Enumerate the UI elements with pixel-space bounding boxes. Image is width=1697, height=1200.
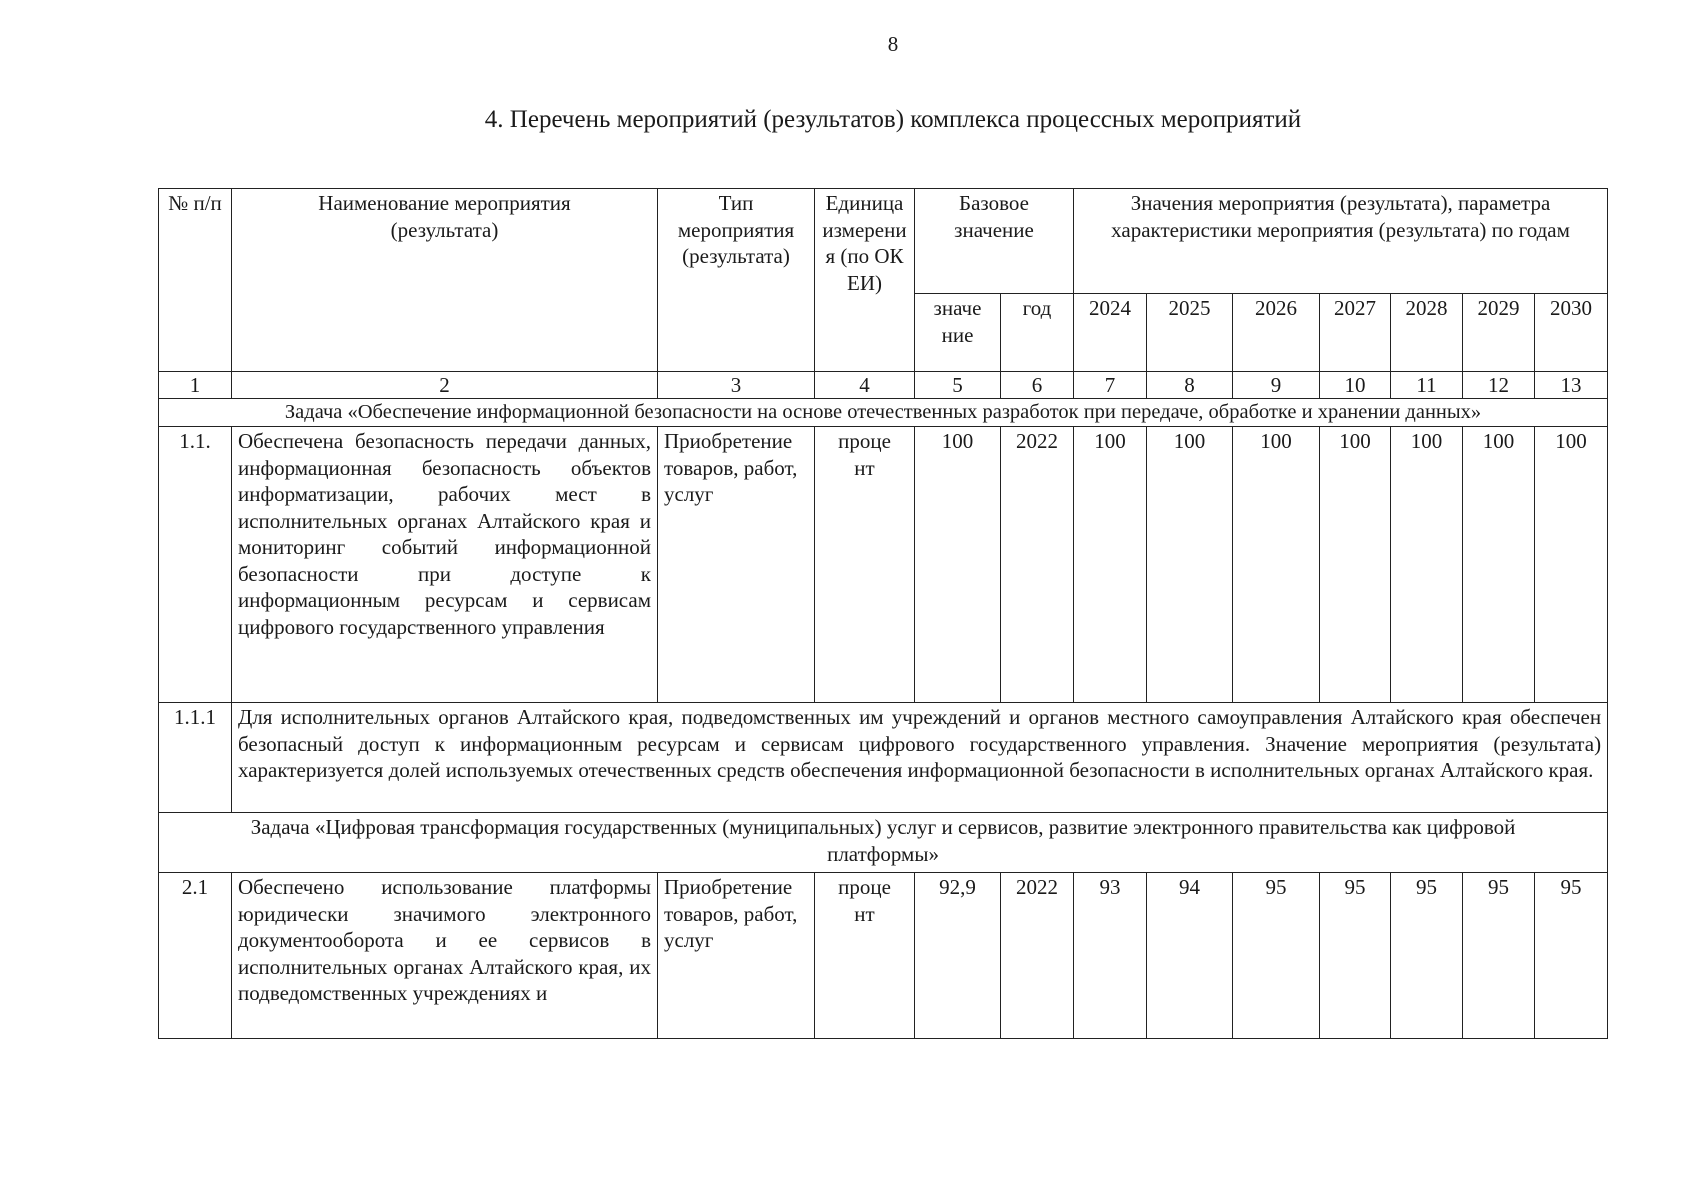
row-1-1-1-num: 1.1.1 (159, 703, 232, 813)
column-number: 10 (1320, 372, 1391, 399)
row-2-1-name: Обеспечено использование платформы юридически значимого электронного документооборота и ее сервисов в исполнительных органах Алтайского края, их подведомственных учреждениях и (232, 873, 658, 1039)
header-year-2028: 2028 (1391, 294, 1463, 372)
header-year-2025: 2025 (1147, 294, 1233, 372)
row-1-1-value-2029: 100 (1463, 427, 1535, 703)
column-number: 8 (1147, 372, 1233, 399)
header-year-2027: 2027 (1320, 294, 1391, 372)
column-number: 3 (658, 372, 815, 399)
activities-table (158, 188, 1608, 1039)
row-2-1-value-2026: 95 (1233, 873, 1320, 1039)
row-2-1-value-2030: 95 (1535, 873, 1608, 1039)
row-2-1-value-2028: 95 (1391, 873, 1463, 1039)
header-base: Базовое значение (915, 189, 1074, 294)
page-number: 8 (887, 32, 899, 56)
task-2-row: Задача «Цифровая трансформация государственных (муниципальных) услуг и сервисов, развитие электронного правительства как цифровой платформы» (159, 813, 1608, 873)
header-unit: Единица измерения (по ОКЕИ) (815, 189, 915, 372)
row-1-1-value-2026: 100 (1233, 427, 1320, 703)
row-1-1-unit: процент (815, 427, 915, 703)
row-1-1-base-year: 2022 (1001, 427, 1074, 703)
row-1-1-value-2024: 100 (1074, 427, 1147, 703)
header-year-2029: 2029 (1463, 294, 1535, 372)
header-year-2030: 2030 (1535, 294, 1608, 372)
column-number: 12 (1463, 372, 1535, 399)
row-2-1-unit: процент (815, 873, 915, 1039)
header-num: № п/п (159, 189, 232, 372)
header-base-year: год (1001, 294, 1074, 372)
column-number: 4 (815, 372, 915, 399)
column-number: 13 (1535, 372, 1608, 399)
row-1-1-name: Обеспечена безопасность передачи данных, информационная безопасность объектов информатизации, рабочих мест в исполнительных органах Алтайского края и мониторинг событий информационной безопасности при доступе к информационным ресурсам и сервисам цифрового государственного управления (232, 427, 658, 703)
header-year-2026: 2026 (1233, 294, 1320, 372)
column-number: 5 (915, 372, 1001, 399)
row-2-1-value-2024: 93 (1074, 873, 1147, 1039)
header-name: Наименование мероприятия (результата) (232, 189, 658, 372)
header-values-group: Значения мероприятия (результата), параметра характеристики мероприятия (результата) по годам (1074, 189, 1608, 294)
row-2-1-value-2029: 95 (1463, 873, 1535, 1039)
row-1-1-type: Приобретение товаров, работ, услуг (658, 427, 815, 703)
column-number: 1 (159, 372, 232, 399)
row-2-1-type: Приобретение товаров, работ, услуг (658, 873, 815, 1039)
row-2-1-base-year: 2022 (1001, 873, 1074, 1039)
row-2-1-value-2027: 95 (1320, 873, 1391, 1039)
row-1-1-value-2028: 100 (1391, 427, 1463, 703)
task-1-row: Задача «Обеспечение информационной безопасности на основе отечественных разработок при передаче, обработке и хранении данных» (159, 399, 1608, 427)
row-1-1-value-2027: 100 (1320, 427, 1391, 703)
row-1-1-num: 1.1. (159, 427, 232, 703)
row-1-1-1-text: Для исполнительных органов Алтайского края, подведомственных им учреждений и органов местного самоуправления Алтайского края обеспечен безопасный доступ к информационным ресурсам и сервисам цифрового государственного управления. Значение мероприятия (результата) характеризуется долей используемых отечественных средств обеспечения информационной безопасности в исполнительных органах Алтайского края. (232, 703, 1608, 813)
column-number: 6 (1001, 372, 1074, 399)
row-1-1-base-value: 100 (915, 427, 1001, 703)
column-number: 7 (1074, 372, 1147, 399)
header-base-value: значение (915, 294, 1001, 372)
row-2-1-base-value: 92,9 (915, 873, 1001, 1039)
column-number: 2 (232, 372, 658, 399)
row-2-1-value-2025: 94 (1147, 873, 1233, 1039)
header-year-2024: 2024 (1074, 294, 1147, 372)
row-2-1-num: 2.1 (159, 873, 232, 1039)
row-1-1-value-2025: 100 (1147, 427, 1233, 703)
row-1-1-value-2030: 100 (1535, 427, 1608, 703)
header-type: Тип мероприятия (результата) (658, 189, 815, 372)
section-title: 4. Перечень мероприятий (результатов) комплекса процессных мероприятий (484, 106, 1302, 133)
column-number: 11 (1391, 372, 1463, 399)
column-number: 9 (1233, 372, 1320, 399)
